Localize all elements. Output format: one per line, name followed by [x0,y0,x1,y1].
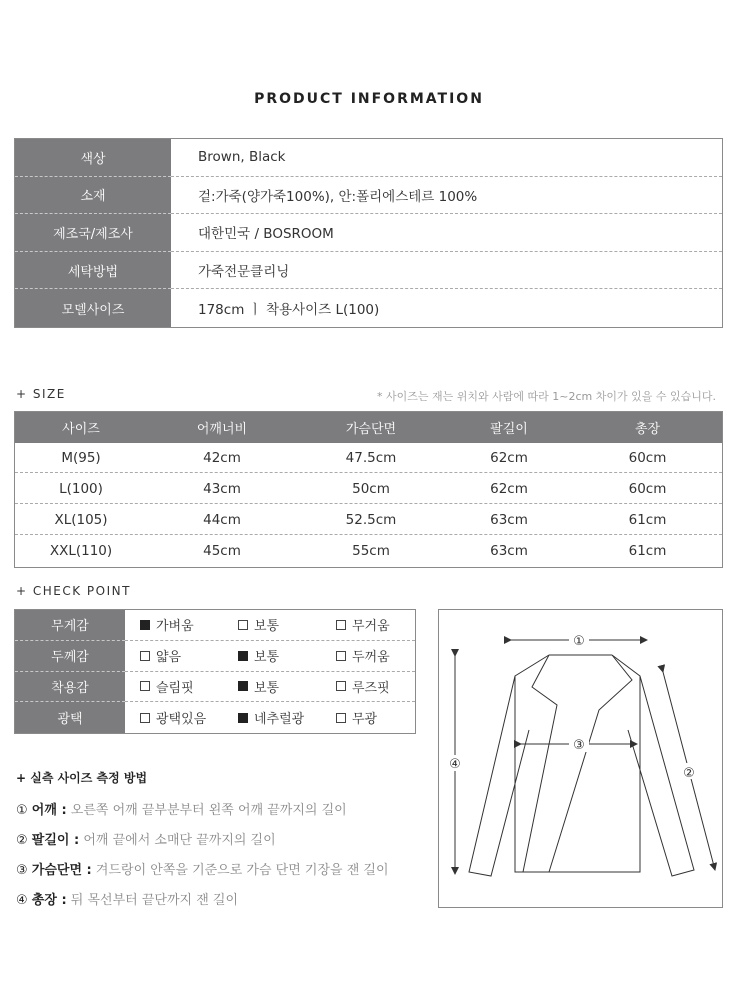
size-table [14,411,723,568]
checkbox-checked-icon [140,620,150,630]
check-option [336,672,390,702]
check-option [238,641,279,671]
check-option-label: 보통 [254,650,280,666]
check-option-label: 보통 [254,619,280,635]
check-row-fit [15,672,415,703]
size-note: * 사이즈는 재는 위치와 사람에 따라 1~2cm 차이가 있을 수 있습니다. [377,390,716,403]
info-value: Brown, Black [171,139,722,177]
size-cell: 42cm [203,449,241,466]
check-option-label: 얇음 [156,650,182,666]
check-option-label: 두꺼움 [352,650,390,666]
check-option [140,702,206,733]
check-label: 두께감 [15,641,125,672]
table-row [15,443,722,473]
info-label: 제조국/제조사 [15,214,171,252]
check-option [238,610,279,640]
check-label: 무게감 [15,610,125,641]
size-header-cell: 총장 [634,422,661,437]
check-label: 광택 [15,702,125,733]
check-option [238,702,304,733]
info-value: 대한민국 / BOSROOM [171,214,722,252]
measure-item [16,859,389,878]
check-row-weight [15,610,415,641]
info-label: 색상 [15,139,171,177]
size-cell: 61cm [628,543,667,559]
size-cell: 60cm [628,449,667,466]
jacket-outline [469,655,694,876]
size-header-cell: 가슴단면 [345,422,397,437]
size-cell: 43cm [203,480,241,497]
size-cell: M(95) [61,449,101,466]
info-row-color [15,139,722,177]
info-label: 세탁방법 [15,252,171,290]
size-section-label: + SIZE [16,387,66,401]
measure-name: 팔길이 : [31,833,80,848]
size-cell: 62cm [490,480,528,497]
check-option [140,672,194,702]
measure-name: 어깨 : [31,803,67,818]
size-cell: 62cm [490,449,528,466]
check-point-table [14,609,416,734]
size-cell: 55cm [352,543,390,559]
checkbox-checked-icon [238,713,248,723]
check-options [125,672,415,703]
info-row-model-size [15,289,722,327]
table-row [15,474,722,504]
size-cell: 50cm [352,480,390,497]
marker-chest-label: ③ [573,738,585,753]
check-option [140,641,181,671]
page-title: PRODUCT INFORMATION [254,91,484,107]
check-option [238,672,279,702]
measure-desc: 어깨 끝에서 소매단 끝까지의 길이 [79,833,276,848]
checkbox-empty-icon [140,681,150,691]
size-cell: 63cm [490,543,528,559]
size-cell: 47.5cm [345,449,397,466]
size-cell: XL(105) [54,511,108,528]
check-option-label: 가벼움 [156,619,194,635]
check-option-label: 네추럴광 [254,712,305,728]
check-option-label: 무광 [352,712,378,728]
measure-desc: 오른쪽 어깨 끝부분부터 왼쪽 어깨 끝까지의 길이 [66,803,347,818]
checkbox-empty-icon [140,651,150,661]
table-row [15,505,722,535]
check-option [336,702,377,733]
marker-shoulder-label: ① [573,634,585,649]
check-option [140,610,194,640]
measure-desc: 겨드랑이 안쪽을 기준으로 가슴 단면 기장을 잰 길이 [91,863,389,878]
info-row-washing [15,252,722,290]
check-options [125,641,415,672]
size-header-cell: 팔길이 [490,422,528,437]
jacket-diagram-svg [439,610,724,909]
check-option-label: 슬림핏 [156,680,194,696]
check-section-label: + CHECK POINT [16,584,131,598]
checkbox-checked-icon [238,651,248,661]
check-row-gloss [15,702,415,733]
measure-name: 총장 : [31,893,67,908]
measure-num: ④ [16,893,28,908]
check-option [336,610,390,640]
measure-title: + 실측 사이즈 측정 방법 [16,771,148,785]
size-table-header [15,412,722,443]
size-cell: L(100) [59,480,103,497]
check-option-label: 광택있음 [156,712,207,728]
size-header-cell: 어깨너비 [196,422,248,437]
measure-num: ② [16,833,28,848]
measure-item [16,889,238,908]
check-options [125,702,415,733]
info-row-manufacturer [15,214,722,252]
measure-num: ① [16,803,28,818]
measure-desc: 뒤 목선부터 끝단까지 잰 길이 [66,893,238,908]
checkbox-empty-icon [140,713,150,723]
jacket-measure-diagram [438,609,723,908]
checkbox-empty-icon [336,620,346,630]
marker-length-label: ④ [449,757,461,772]
product-info-table [14,138,723,328]
measure-item [16,799,347,818]
check-row-thickness [15,641,415,672]
info-value: 겉:가죽(양가죽100%), 안:폴리에스테르 100% [171,177,722,215]
size-header-cell: 사이즈 [62,422,100,437]
size-cell: 63cm [490,511,528,528]
checkbox-checked-icon [238,681,248,691]
size-cell: 60cm [628,480,667,497]
check-option-label: 무거움 [352,619,390,635]
size-cell: 45cm [203,543,241,559]
check-option [336,641,390,671]
info-label: 모델사이즈 [15,289,171,327]
info-label: 소재 [15,177,171,215]
size-cell: 52.5cm [345,511,397,528]
check-option-label: 보통 [254,680,280,696]
check-option-label: 루즈핏 [352,680,390,696]
checkbox-empty-icon [336,651,346,661]
table-row [15,536,722,566]
checkbox-empty-icon [238,620,248,630]
info-row-material [15,177,722,215]
size-cell: XXL(110) [49,543,113,559]
measure-item [16,829,276,848]
size-cell: 61cm [628,511,667,528]
check-options [125,610,415,641]
size-cell: 44cm [203,511,241,528]
check-label: 착용감 [15,672,125,703]
measure-name: 가슴단면 : [31,863,92,878]
info-value: 가죽전문클리닝 [171,252,722,290]
info-value: 178cm ㅣ 착용사이즈 L(100) [198,302,380,319]
checkbox-empty-icon [336,713,346,723]
measure-num: ③ [16,863,28,878]
checkbox-empty-icon [336,681,346,691]
marker-sleeve-label: ② [683,766,695,781]
